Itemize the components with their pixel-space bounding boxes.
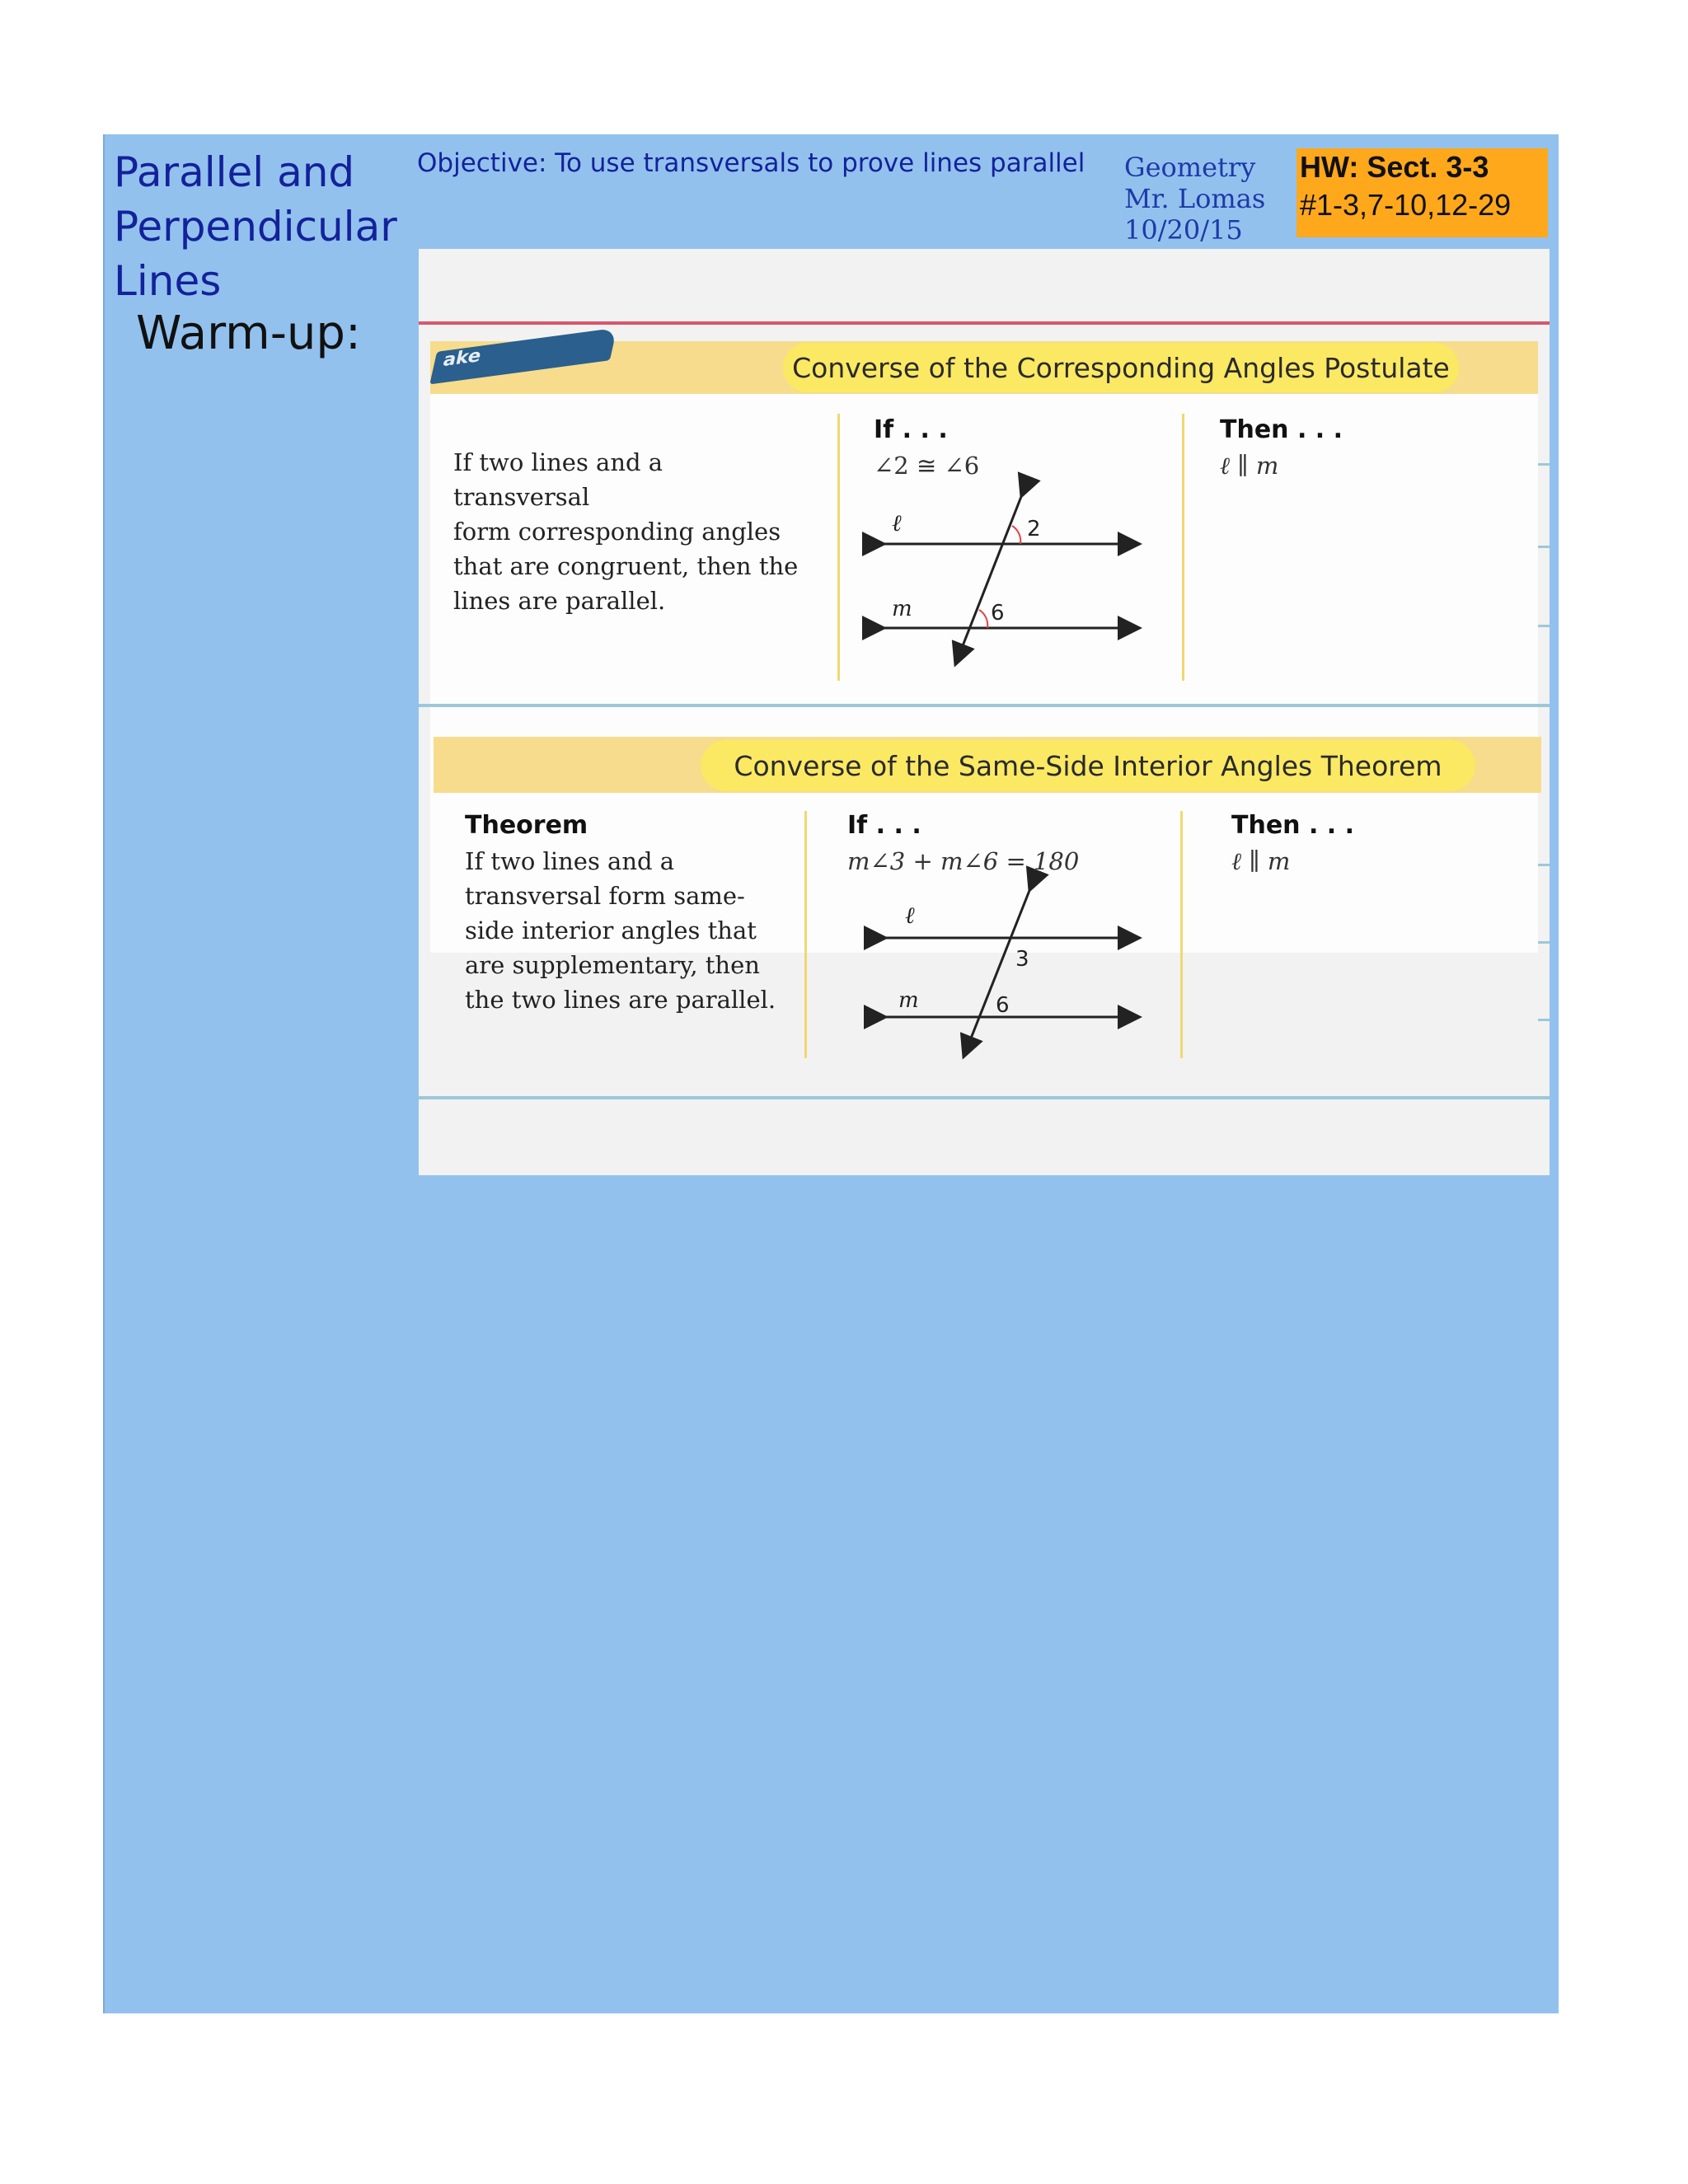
blue-rule bbox=[419, 1096, 1550, 1099]
label-l: ℓ bbox=[892, 509, 902, 537]
body-line: If two lines and a bbox=[465, 847, 675, 875]
divider bbox=[837, 414, 840, 681]
title-line-3: Lines bbox=[114, 257, 222, 305]
margin-tick bbox=[1538, 625, 1550, 627]
body-line: transversal form same- bbox=[465, 882, 745, 910]
margin-tick bbox=[1538, 864, 1550, 866]
course-subject: Geometry bbox=[1124, 152, 1256, 183]
section-2-banner: Converse of the Same-Side Interior Angles Theorem bbox=[701, 740, 1475, 791]
divider bbox=[1182, 414, 1184, 681]
red-rule bbox=[419, 321, 1550, 325]
section-1-if-label: If . . . bbox=[874, 415, 948, 444]
divider bbox=[804, 811, 807, 1058]
angle-label-top: 2 bbox=[1027, 517, 1041, 541]
transversal bbox=[956, 494, 1022, 663]
angle-arc bbox=[1012, 526, 1020, 544]
section-1-figure bbox=[872, 488, 1152, 669]
angle-label-top: 3 bbox=[1015, 947, 1029, 972]
section-1-then-label: Then . . . bbox=[1220, 415, 1343, 444]
blue-rule bbox=[419, 704, 1550, 707]
body-line: are supplementary, then bbox=[465, 951, 760, 979]
label-l: ℓ bbox=[905, 902, 915, 929]
homework-line-1: HW: Sect. 3-3 bbox=[1300, 150, 1489, 184]
section-2-heading: Theorem bbox=[465, 811, 588, 840]
page-title bbox=[114, 145, 427, 308]
section-2-then-math: ℓ ∥ m bbox=[1231, 847, 1291, 875]
homework-line-2: #1-3,7-10,12-29 bbox=[1300, 188, 1512, 222]
objective-text: Objective: To use transversals to prove lines parallel bbox=[417, 148, 1085, 178]
section-1-body bbox=[453, 445, 799, 618]
margin-tick bbox=[1538, 941, 1550, 944]
section-2-body bbox=[465, 844, 795, 1017]
divider bbox=[1180, 811, 1183, 1058]
label-m: m bbox=[898, 988, 919, 1013]
textbook-excerpt bbox=[419, 249, 1550, 1175]
body-line: lines are parallel. bbox=[453, 587, 666, 615]
margin-tick bbox=[1538, 546, 1550, 548]
section-2-then-label: Then . . . bbox=[1231, 811, 1355, 840]
homework-box bbox=[1296, 148, 1548, 237]
section-tag: ake bbox=[429, 328, 617, 385]
body-line: side interior angles that bbox=[465, 916, 757, 944]
angle-arc bbox=[979, 610, 987, 628]
margin-tick bbox=[1538, 1019, 1550, 1021]
section-1-if-math: ∠2 ≅ ∠6 bbox=[874, 452, 980, 480]
section-2-figure bbox=[880, 885, 1160, 1066]
section-2-if-label: If . . . bbox=[847, 811, 921, 840]
title-line-1: Parallel and bbox=[114, 148, 355, 196]
section-2-if-math: m∠3 + m∠6 = 180 bbox=[847, 847, 1080, 875]
body-line: If two lines and a transversal bbox=[453, 448, 663, 511]
section-1-then-math: ℓ ∥ m bbox=[1220, 452, 1279, 480]
angle-label-bottom: 6 bbox=[996, 993, 1010, 1018]
angle-label-bottom: 6 bbox=[991, 601, 1005, 626]
body-line: the two lines are parallel. bbox=[465, 986, 776, 1014]
margin-tick bbox=[1538, 463, 1550, 466]
warmup-label: Warm-up: bbox=[136, 307, 361, 360]
label-m: m bbox=[892, 597, 912, 621]
body-line: that are congruent, then the bbox=[453, 552, 799, 580]
course-info bbox=[1124, 152, 1289, 246]
title-line-2: Perpendicular bbox=[114, 203, 397, 251]
section-1-banner: Converse of the Corresponding Angles Postulate bbox=[783, 343, 1459, 392]
transversal bbox=[964, 888, 1030, 1055]
course-teacher: Mr. Lomas bbox=[1124, 183, 1266, 214]
course-date: 10/20/15 bbox=[1124, 214, 1243, 246]
body-line: form corresponding angles bbox=[453, 518, 781, 546]
